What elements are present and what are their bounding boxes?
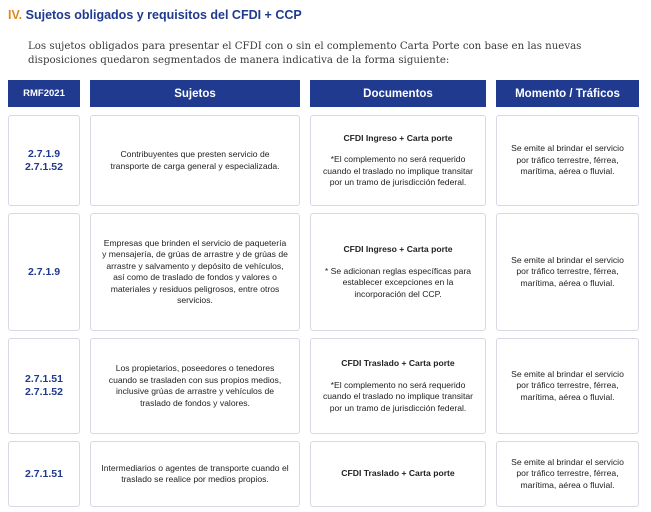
row2-rmf-cell [8,213,80,331]
section-number: IV. [8,8,23,22]
row1-rmf-code: 2.7.1.9 [27,147,61,160]
row1-documentos-cell [310,115,486,206]
row3-rmf-code: 2.7.1.51 [25,373,63,385]
header-sujetos: Sujetos [90,80,300,107]
row2-sujetos-text: Empresas que brinden el servicio de paquetería y mensajería, de grúas de arrastre y de grúas de arrastre y salvamento y depósito de vehículos, así como de traslado de fondos y valores o materiales y residuos peligrosos, entre otros servicios. [102,237,288,305]
row2-sujetos-cell [90,213,300,331]
row4-doc-title: CFDI Traslado + Carta porte [341,468,455,479]
row2-doc-note: * Se adicionan reglas específicas para establecer excepciones en la incorporación del CCP. [324,265,472,299]
row1-momento-text: Se emite al brindar el servicio por tráfico terrestre, férrea, marítima, aérea o fluvial. [511,143,624,177]
row4-sujetos-text: Intermediarios o agentes de transporte cuando el traslado se realice por medios propios. [101,462,289,484]
row3-momento-text: Se emite al brindar el servicio por tráfico terrestre, férrea, marítima, aérea o fluvial. [511,368,624,402]
row3-sujetos-text: Los propietarios, poseedores o tenedores cuando se trasladen con sus propios medios, inclusive grúas de arrastre y vehículos de traslado de fondos y valores. [108,363,282,408]
header-rmf-line2: 2021 [43,88,65,99]
row2-doc-title: CFDI Ingreso + Carta porte [343,244,453,254]
section-title: Sujetos obligados y requisitos del CFDI + CCP [25,8,302,22]
row4-rmf-cell [8,441,80,507]
section-heading [8,8,302,22]
row2-rmf-code: 2.7.1.9 [27,265,61,278]
row4-momento-text: Se emite al brindar el servicio por tráfico terrestre, férrea, marítima, aérea o fluvial. [511,456,624,490]
row1-momento-cell [496,115,639,206]
row1-sujetos-cell [90,115,300,206]
row4-rmf-code: 2.7.1.51 [25,467,63,480]
row4-momento-cell [496,441,639,507]
intro-paragraph: Los sujetos obligados para presentar el CFDI con o sin el complemento Carta Porte con base en las nuevas disposiciones quedaron segmentados de manera indicativa de la forma siguiente: [28,41,582,66]
row3-doc-note: *El complemento no será requerido cuando el traslado no implique transitar por un tramo de jurisdicción federal. [322,379,473,413]
row1-doc-title: CFDI Ingreso + Carta porte [343,132,453,143]
row4-documentos-cell [310,441,486,507]
header-momento: Momento / Tráficos [496,80,639,107]
header-rmf-line1: RMF [23,88,44,99]
row2-documentos-cell [310,213,486,331]
header-documentos: Documentos [310,80,486,107]
row3-doc-title: CFDI Traslado + Carta porte [341,358,455,368]
row1-doc-note: *El complemento no será requerido cuando el traslado no implique transitar por un tramo de jurisdicción federal. [322,154,473,187]
row2-momento-text: Se emite al brindar el servicio por tráfico terrestre, férrea, marítima, aérea o fluvial. [511,254,624,288]
row3-sujetos-cell [90,338,300,434]
header-rmf [8,80,80,107]
row2-momento-cell [496,213,639,331]
row3-rmf-code: 2.7.1.52 [25,386,63,398]
row1-rmf-cell [8,115,80,206]
row4-sujetos-cell [90,441,300,507]
row3-momento-cell [496,338,639,434]
row3-documentos-cell [310,338,486,434]
row3-rmf-cell [8,338,80,434]
row1-rmf-code: 2.7.1.52 [25,160,63,173]
row1-sujetos-text: Contribuyentes que presten servicio de transporte de carga general y especializada. [110,149,280,171]
